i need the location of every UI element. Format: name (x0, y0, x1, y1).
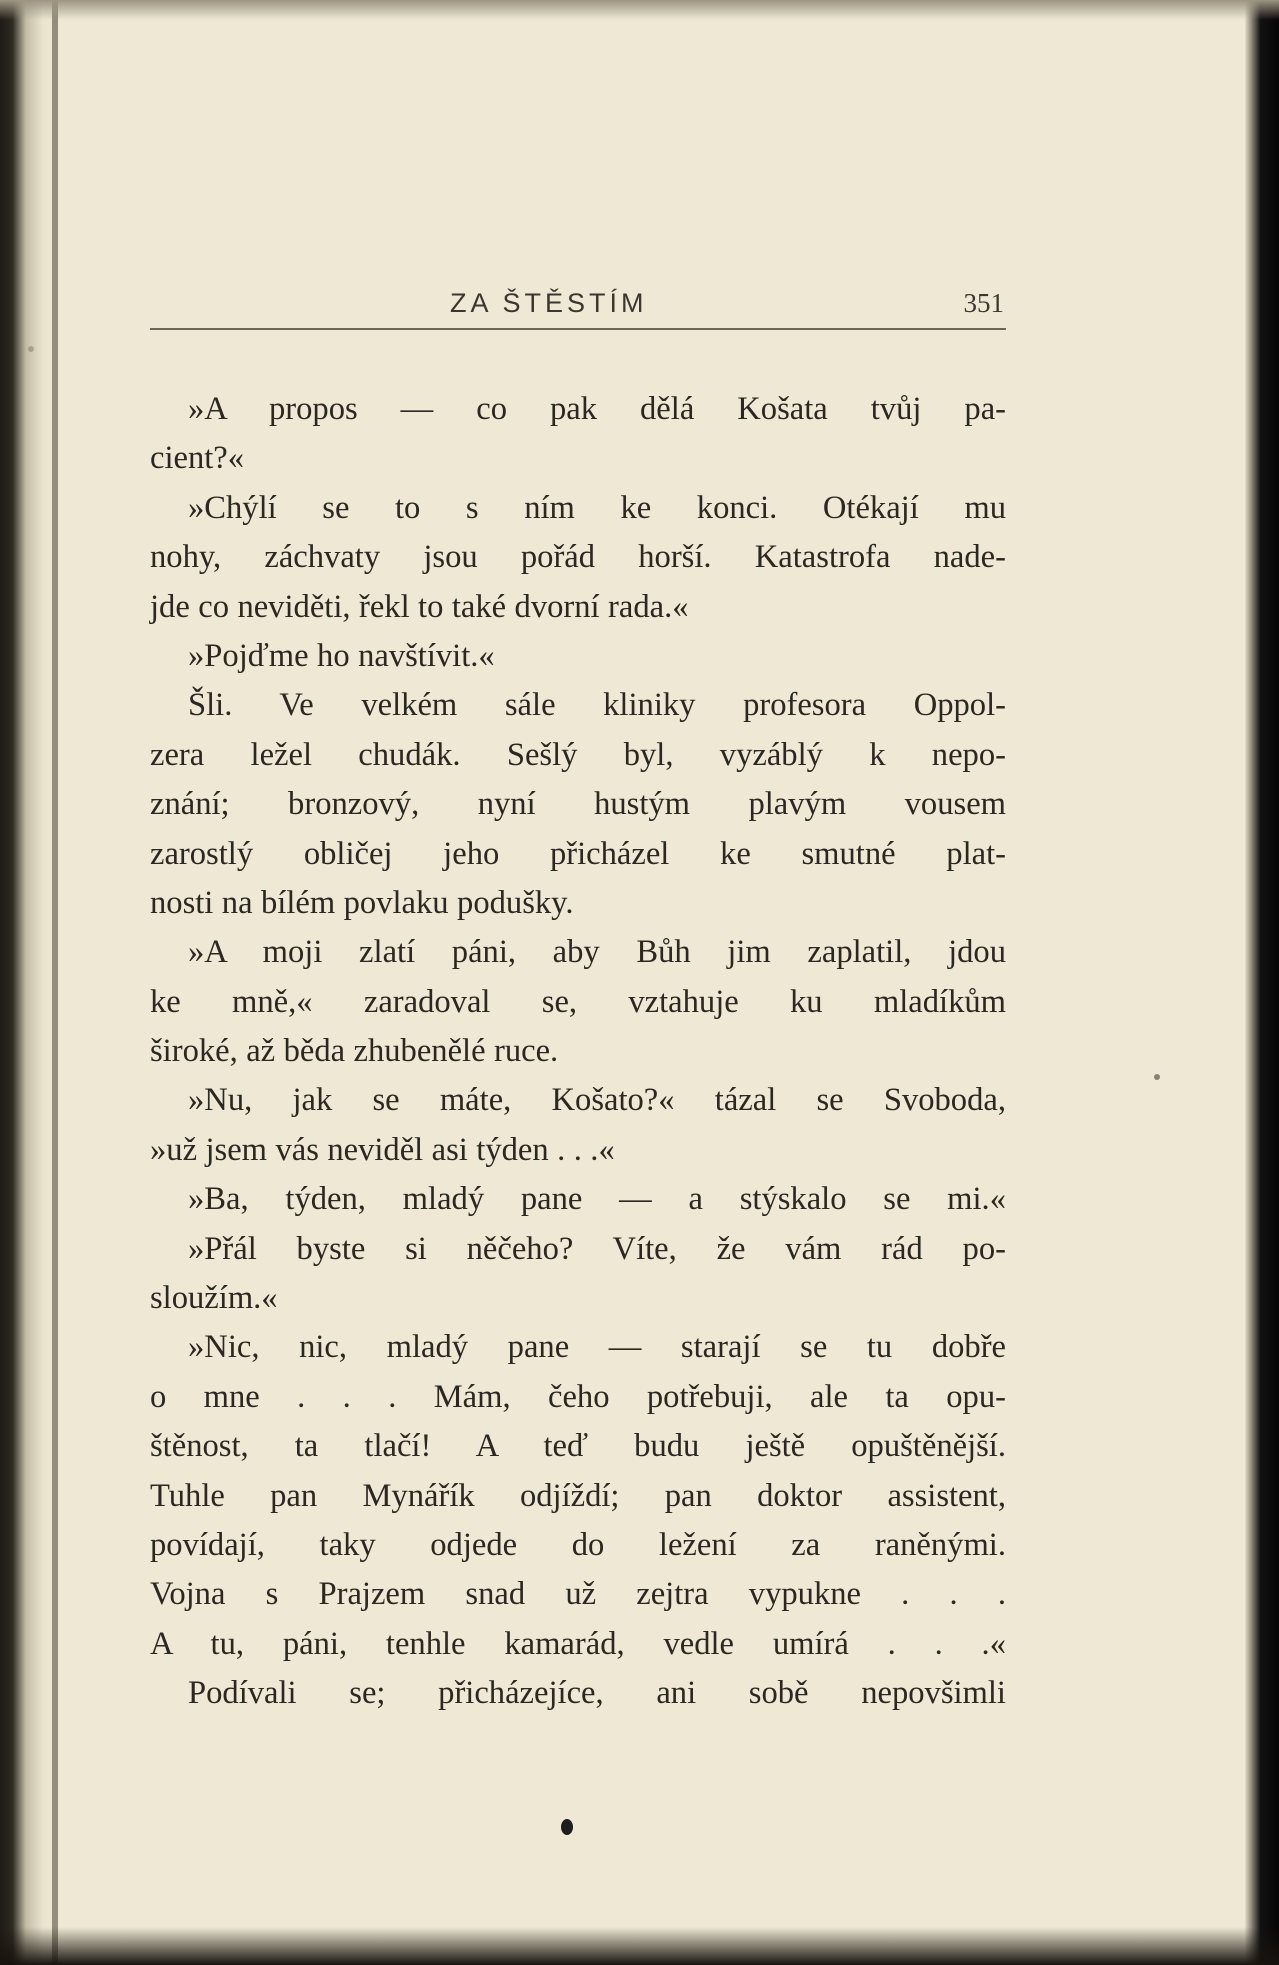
text-line: štěnost, ta tlačí! A teď budu ještě opuštěnější. (150, 1428, 1006, 1465)
bottom-scan-shadow (0, 1927, 1279, 1965)
text-line: jde co neviděti, řekl to také dvorní rada.« (150, 588, 689, 625)
text-line: znání; bronzový, nyní hustým plavým vousem (150, 786, 1006, 823)
text-line: Podívali se; přicházejíce, ani sobě nepovšimli (188, 1675, 1006, 1712)
text-line: cient?« (150, 440, 245, 477)
text-line: Šli. Ve velkém sále kliniky profesora Oppol- (188, 687, 1006, 724)
right-page-edge (1245, 0, 1279, 1965)
text-line: zera ležel chudák. Sešlý byl, vyzáblý k nepo- (150, 736, 1006, 773)
text-line: »Přál byste si něčeho? Víte, že vám rád po- (188, 1230, 1006, 1267)
text-line: »A propos — co pak dělá Košata tvůj pa- (188, 391, 1006, 427)
text-line: »Nu, jak se máte, Košato?« tázal se Svoboda, (188, 1082, 1006, 1119)
text-line: »už jsem vás neviděl asi týden . . .« (150, 1131, 615, 1168)
text-line: A tu, páni, tenhle kamarád, vedle umírá . . .« (150, 1625, 1006, 1662)
printed-dot-mark (561, 1819, 573, 1835)
text-line: nohy, záchvaty jsou pořád horší. Katastrofa nade- (150, 539, 1006, 576)
text-line: Vojna s Prajzem snad už zejtra vypukne . . . (150, 1576, 1006, 1613)
running-head (150, 280, 1006, 330)
text-line: povídají, taky odjede do ležení za raněnými. (150, 1526, 1006, 1563)
body-text (150, 385, 1006, 1719)
paper-speck (1154, 1074, 1160, 1080)
text-line: »Nic, nic, mladý pane — starají se tu dobře (188, 1329, 1006, 1366)
text-line: ke mně,« zaradoval se, vztahuje ku mladíkům (150, 983, 1006, 1020)
text-line: zarostlý obličej jeho přicházel ke smutné plat- (150, 835, 1006, 872)
text-line: »Pojďme ho navštívit.« (188, 637, 495, 674)
text-line: nosti na bílém povlaku podušky. (150, 884, 574, 921)
text-line: o mne . . . Mám, čeho potřebuji, ale ta opu- (150, 1378, 1006, 1415)
text-line: »A moji zlatí páni, aby Bůh jim zaplatil, jdou (188, 934, 1006, 971)
printed-page-area (150, 280, 1006, 1740)
running-head-title: ZA ŠTĚSTÍM (450, 288, 648, 318)
text-line: široké, až běda zhubenělé ruce. (150, 1033, 559, 1070)
text-line: »Chýlí se to s ním ke konci. Otékají mu (188, 489, 1006, 526)
text-line: »Ba, týden, mladý pane — a stýskalo se mi.« (188, 1181, 1006, 1218)
spine-shadow-line (52, 0, 58, 1965)
text-line: Tuhle pan Mynářík odjíždí; pan doktor assistent, (150, 1477, 1006, 1514)
top-scan-shadow (0, 0, 1279, 20)
paper-speck (28, 346, 34, 352)
page-number: 351 (963, 288, 1004, 318)
text-line: sloužím.« (150, 1280, 278, 1317)
